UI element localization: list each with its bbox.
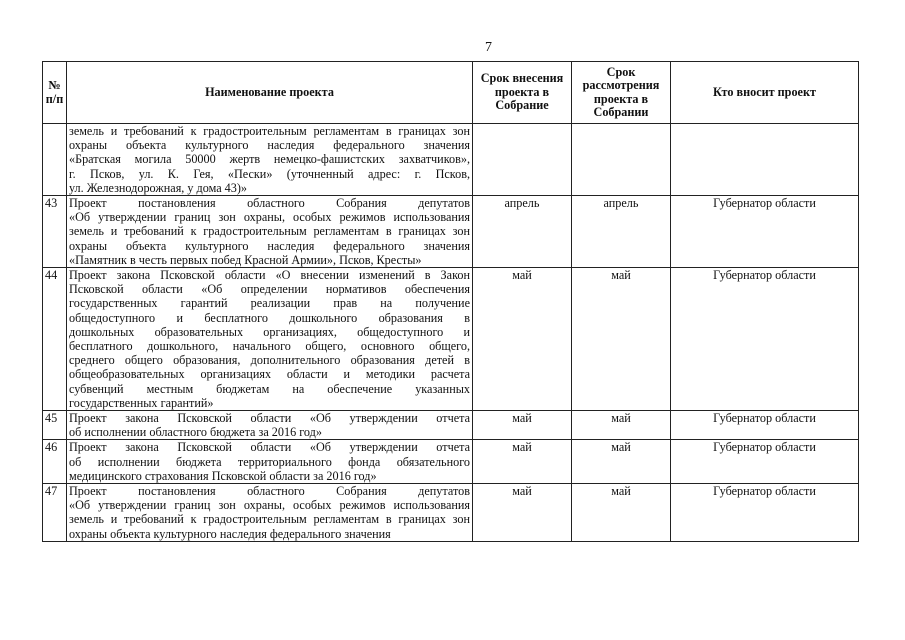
submission-deadline-cell xyxy=(473,124,572,196)
project-name-line: об исполнении бюджета территориального фонда обязательного xyxy=(69,454,470,469)
project-name-cell xyxy=(67,411,473,440)
project-name-line: субвенций местным бюджетам на обеспечение указанных xyxy=(69,381,470,396)
project-name-line: дошкольных образовательных организациях, общедоступного и xyxy=(69,324,470,339)
project-name-line: Псковской области «Об определении нормативов обеспечения xyxy=(69,282,470,297)
review-deadline-cell: май xyxy=(572,268,671,411)
header-submission-deadline: Срок внесения проекта в Собрание xyxy=(473,62,572,124)
table-row xyxy=(43,124,859,196)
row-number xyxy=(43,124,67,196)
row-number: 46 xyxy=(43,440,67,484)
row-number: 44 xyxy=(43,268,67,411)
submission-deadline-cell: май xyxy=(473,440,572,484)
submission-deadline-cell: май xyxy=(473,411,572,440)
project-name-line: г. Псков, ул. К. Гея, «Пески» (уточненный адрес: г. Псков, xyxy=(69,166,470,181)
table-body xyxy=(43,124,859,542)
project-name-line: Проект закона Псковской области «Об утверждении отчета xyxy=(69,411,470,426)
row-number: 43 xyxy=(43,196,67,268)
project-name-line: среднего общего образования, дополнительного образования детей в xyxy=(69,353,470,368)
submitter-cell: Губернатор области xyxy=(671,196,859,268)
project-name-line: Проект закона Псковской области «О внесении изменений в Закон xyxy=(69,268,470,283)
project-name-cell xyxy=(67,484,473,542)
project-name-line: государственных гарантий реализации прав на получение xyxy=(69,296,470,311)
review-deadline-cell xyxy=(572,124,671,196)
header-project-name: Наименование проекта xyxy=(67,62,473,124)
project-name-line: Проект постановления областного Собрания депутатов xyxy=(69,484,470,499)
table-row xyxy=(43,196,859,268)
project-name-line: бесплатного дошкольного, начального общего, основного общего, xyxy=(69,339,470,354)
review-deadline-cell: май xyxy=(572,411,671,440)
project-name-line: земель и требований к градостроительным регламентам в границах зон xyxy=(69,224,470,239)
submission-deadline-cell: май xyxy=(473,484,572,542)
project-name-line: об исполнении областного бюджета за 2016 год» xyxy=(69,425,322,440)
submitter-cell: Губернатор области xyxy=(671,268,859,411)
table-header-row xyxy=(43,62,859,124)
review-deadline-cell: апрель xyxy=(572,196,671,268)
submitter-cell: Губернатор области xyxy=(671,484,859,542)
table-row xyxy=(43,411,859,440)
project-name-line: «Об утверждении границ зон охраны, особых режимов использования xyxy=(69,210,470,225)
page-number: 7 xyxy=(485,40,492,55)
project-name-cell xyxy=(67,124,473,196)
project-name-line: земель и требований к градостроительным регламентам в границах зон xyxy=(69,512,470,527)
table-row xyxy=(43,268,859,411)
project-name-line: Проект постановления областного Собрания депутатов xyxy=(69,196,470,211)
submitter-cell xyxy=(671,124,859,196)
header-submitter: Кто вносит проект xyxy=(671,62,859,124)
project-plan-table xyxy=(42,61,859,542)
project-name-cell xyxy=(67,440,473,484)
project-name-line: охраны объекта культурного наследия федерального значения xyxy=(69,526,391,541)
project-name-line: охраны объекта культурного наследия федерального значения xyxy=(69,238,470,253)
submission-deadline-cell: май xyxy=(473,268,572,411)
project-name-line: «Об утверждении границ зон охраны, особых режимов использования xyxy=(69,498,470,513)
review-deadline-cell: май xyxy=(572,440,671,484)
project-name-cell xyxy=(67,196,473,268)
project-name-line: земель и требований к градостроительным регламентам в границах зон xyxy=(69,124,470,138)
table-row xyxy=(43,440,859,484)
project-name-line: общеобразовательных организациях области и методики расчета xyxy=(69,367,470,382)
project-name-line: медицинского страхования Псковской области за 2016 год» xyxy=(69,468,377,483)
submitter-cell: Губернатор области xyxy=(671,411,859,440)
project-name-cell xyxy=(67,268,473,411)
row-number: 47 xyxy=(43,484,67,542)
project-name-line: ул. Железнодорожная, у дома 43)» xyxy=(69,180,248,195)
project-name-line: «Братская могила 50000 жертв немецко-фашистских захватчиков», xyxy=(69,152,470,167)
project-name-line: государственных гарантий» xyxy=(69,395,214,410)
row-number: 45 xyxy=(43,411,67,440)
project-name-line: общедоступного и бесплатного дошкольного образования в xyxy=(69,310,470,325)
submission-deadline-cell: апрель xyxy=(473,196,572,268)
project-name-line: «Памятник в честь первых побед Красной Армии», Псков, Кресты» xyxy=(69,252,422,267)
table-row xyxy=(43,484,859,542)
project-name-line: Проект закона Псковской области «Об утверждении отчета xyxy=(69,440,470,455)
header-number: № п/п xyxy=(43,62,67,124)
project-name-line: охраны объекта культурного наследия федерального значения xyxy=(69,138,470,153)
review-deadline-cell: май xyxy=(572,484,671,542)
submitter-cell: Губернатор области xyxy=(671,440,859,484)
header-review-deadline: Срок рассмотрения проекта в Собрании xyxy=(572,62,671,124)
